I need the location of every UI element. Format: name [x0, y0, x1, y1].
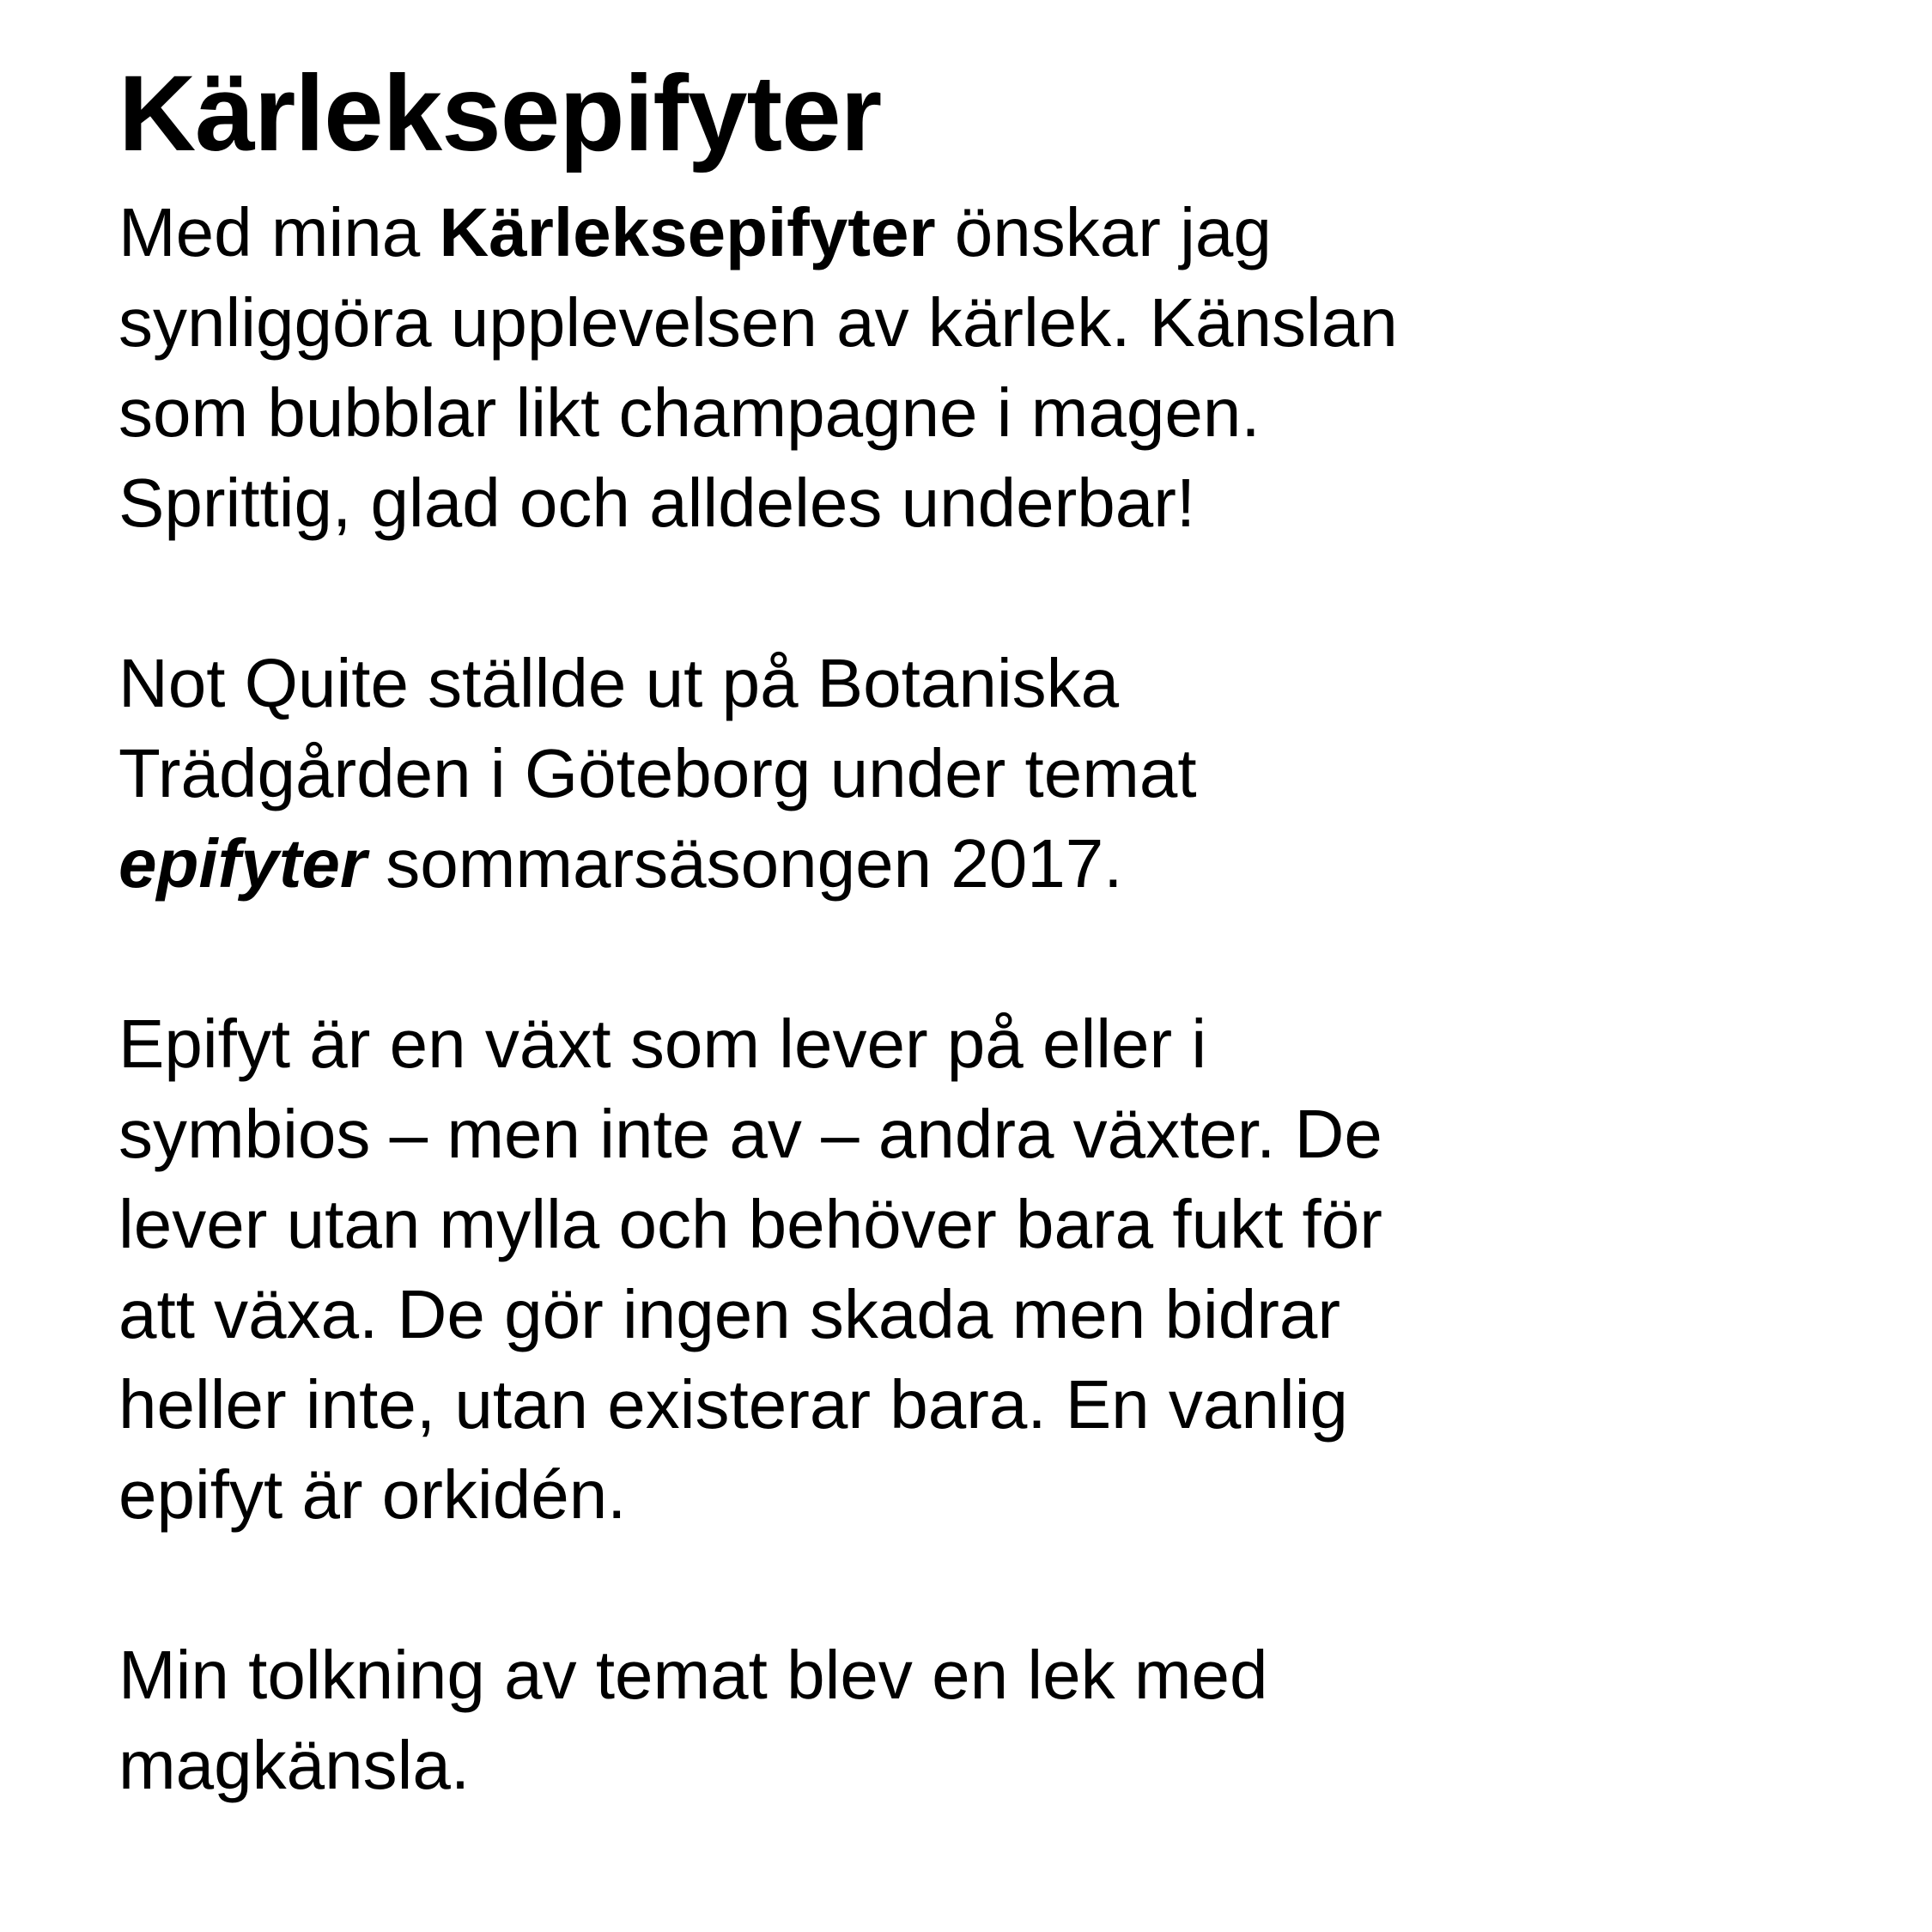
text-line: [118, 187, 1630, 277]
text-line: lever utan mylla och behöver bara fukt för: [118, 1186, 1382, 1262]
text-segment: önskar jag: [935, 194, 1272, 270]
text-line: [118, 818, 1630, 908]
text-line: symbios – men inte av – andra växter. De: [118, 1096, 1382, 1172]
italic-term: epifyter: [118, 825, 367, 902]
bold-term: Kärleksepifyter: [439, 194, 936, 270]
text-segment: sommarsäsongen 2017.: [366, 825, 1123, 902]
interpretation-paragraph: [118, 1630, 1630, 1810]
text-line: Trädgården i Göteborg under temat: [118, 735, 1197, 811]
text-line: som bubblar likt champagne i magen.: [118, 374, 1261, 451]
intro-paragraph: [118, 187, 1630, 548]
text-line: heller inte, utan existerar bara. En vanlig: [118, 1366, 1348, 1443]
text-line: Sprittig, glad och alldeles underbar!: [118, 465, 1196, 541]
definition-paragraph: [118, 999, 1630, 1540]
text-line: att växa. De gör ingen skada men bidrar: [118, 1276, 1341, 1352]
paragraph-spacer: [118, 1540, 1630, 1630]
text-line: synliggöra upplevelsen av kärlek. Känslan: [118, 284, 1398, 361]
text-line: magkänsla.: [118, 1727, 471, 1803]
document-page: [118, 50, 1630, 1810]
paragraph-spacer: [118, 908, 1630, 999]
text-segment: Med mina: [118, 194, 440, 270]
text-line: Epifyt är en växt som lever på eller i: [118, 1005, 1207, 1082]
text-line: Not Quite ställde ut på Botaniska: [118, 645, 1120, 721]
text-line: epifyt är orkidén.: [118, 1456, 627, 1533]
text-line: Min tolkning av temat blev en lek med: [118, 1637, 1268, 1713]
page-title: Kärleksepifyter: [118, 54, 882, 173]
exhibition-paragraph: [118, 638, 1630, 908]
paragraph-spacer: [118, 548, 1630, 638]
